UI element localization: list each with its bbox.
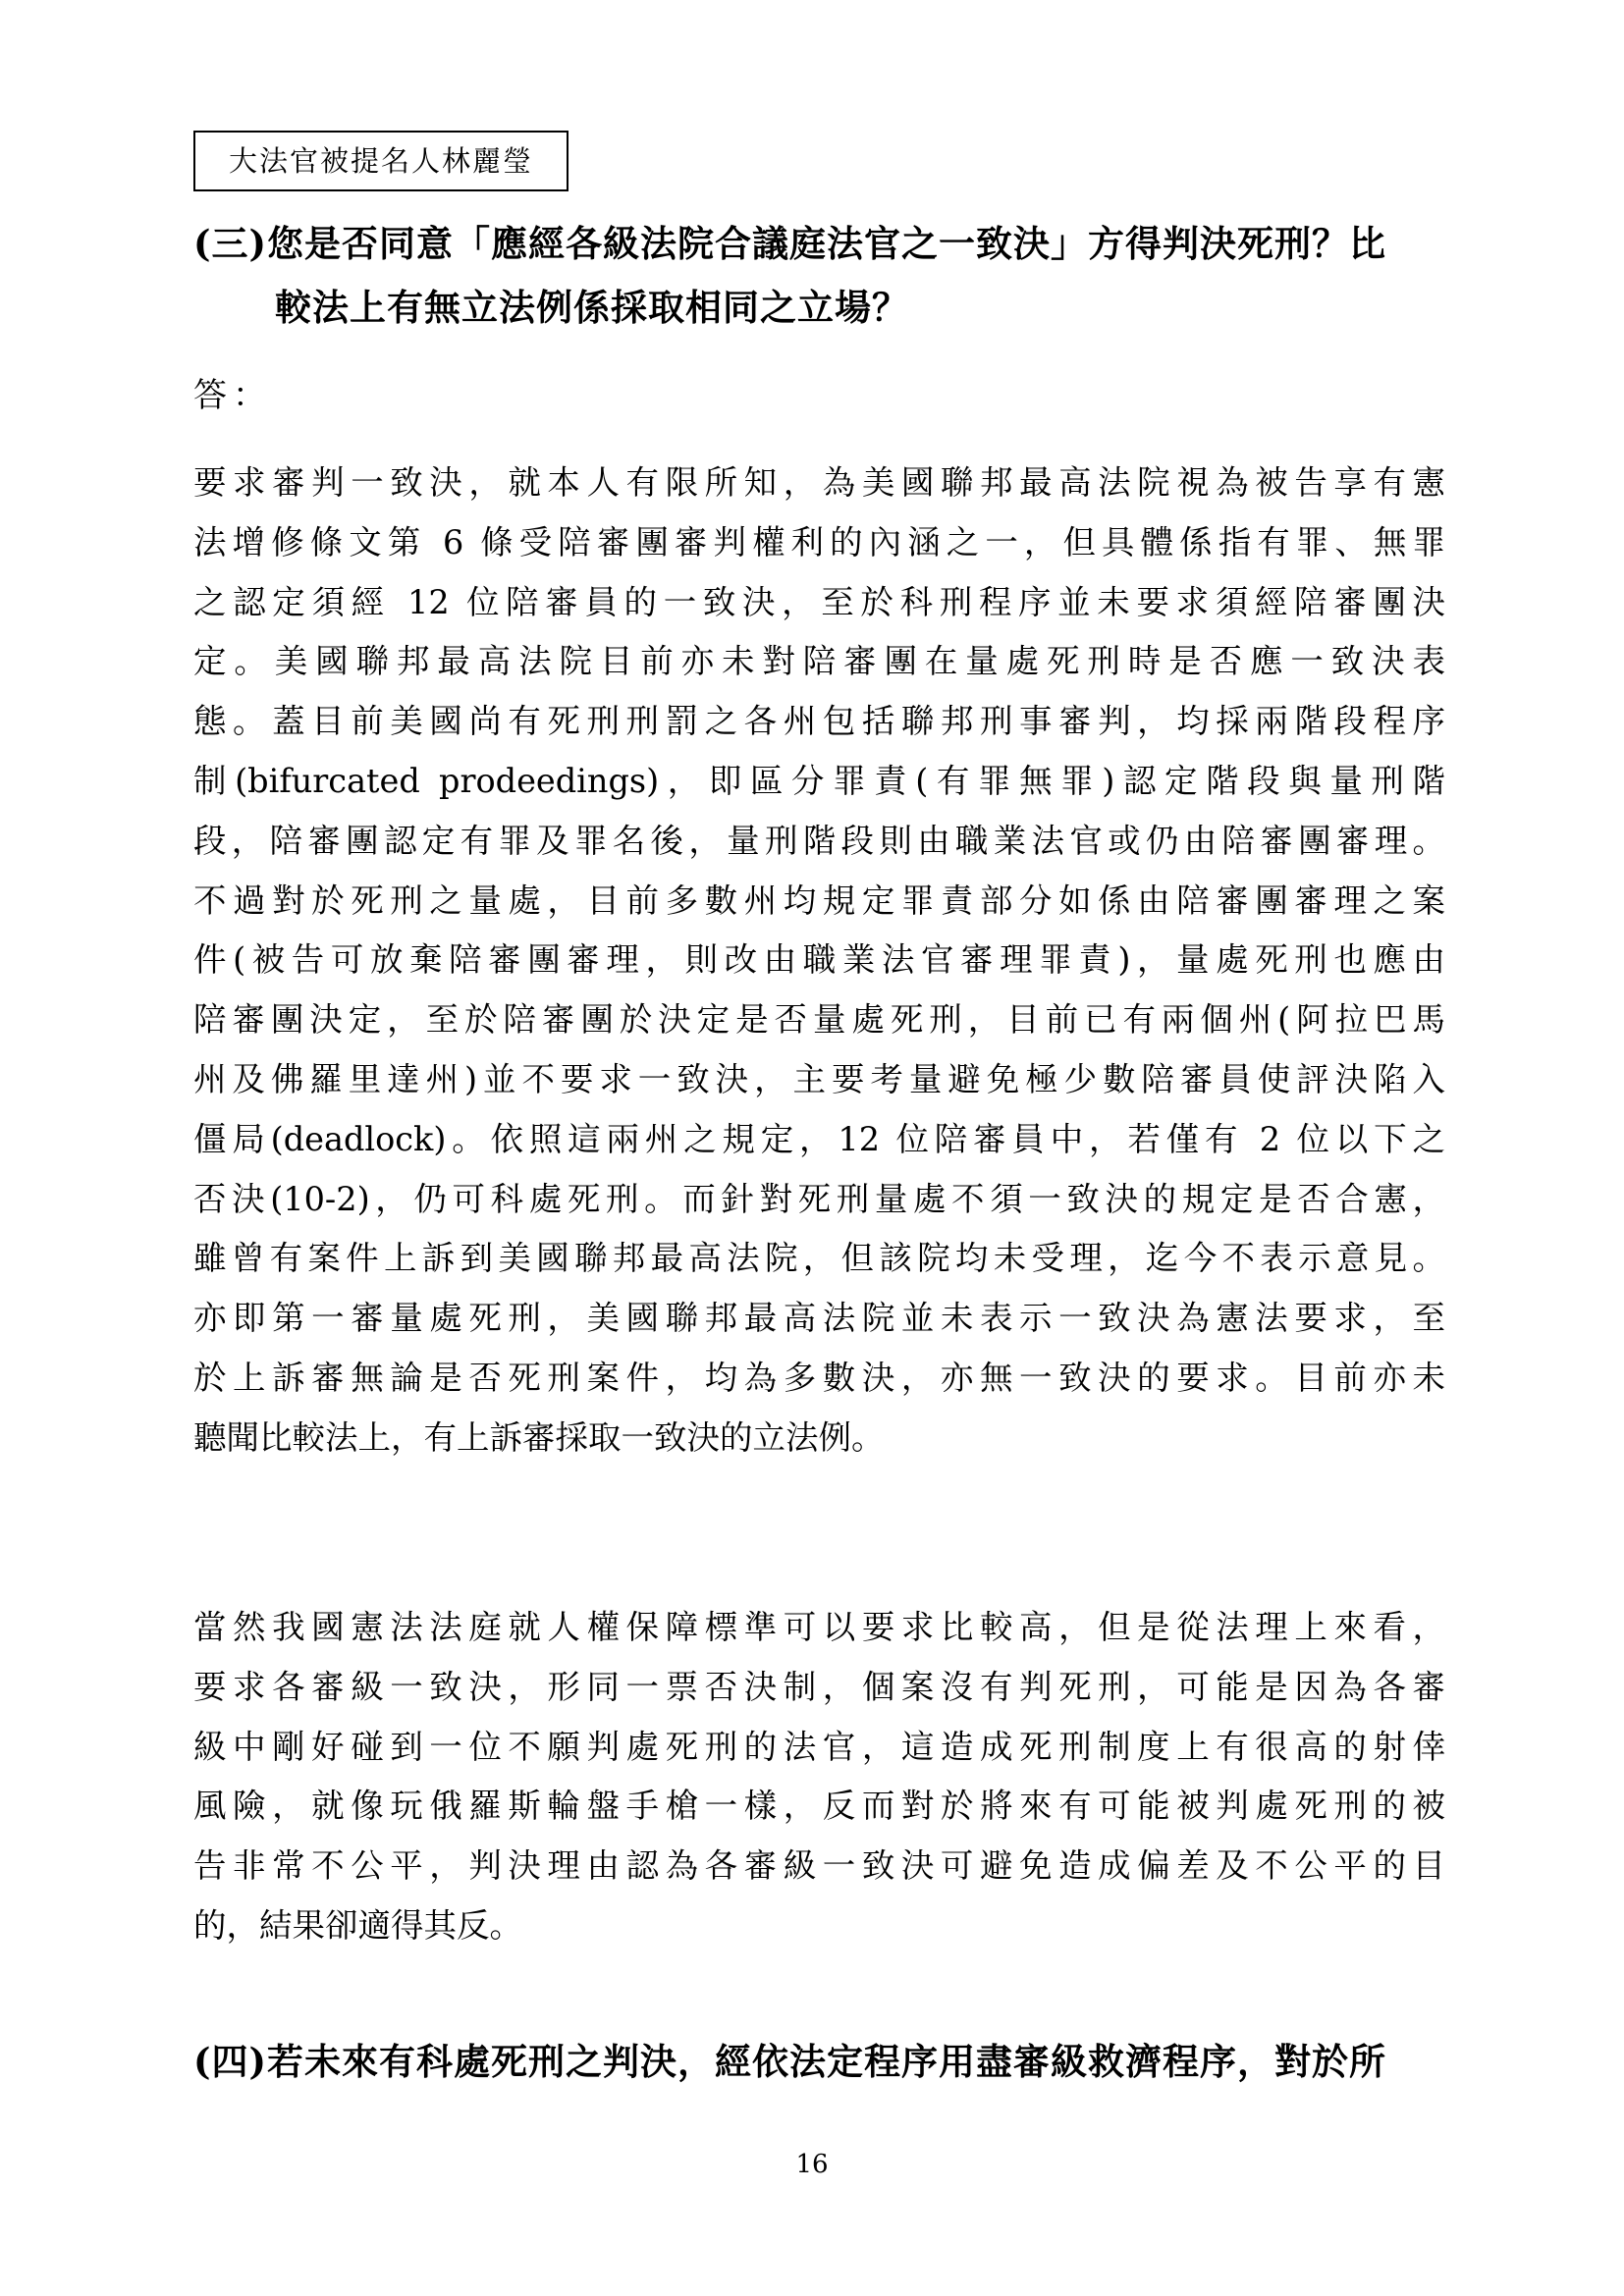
paragraph-line: 當然我國憲法法庭就人權保障標準可以要求比較高，但是從法理上來看， bbox=[193, 1608, 1445, 1646]
paragraph-line: 之認定須經 12 位陪審員的一致決，至於科刑程序並未要求須經陪審團決 bbox=[193, 582, 1445, 621]
paragraph-line: 僵局(deadlock)。依照這兩州之規定，12 位陪審員中，若僅有 2 位以下之 bbox=[193, 1119, 1446, 1158]
paragraph-line: 不過對於死刑之量處，目前多數州均規定罪責部分如係由陪審團審理之案 bbox=[193, 881, 1445, 920]
paragraph-line: 級中剛好碰到一位不願判處死刑的法官，這造成死刑制度上有很高的射倖 bbox=[193, 1727, 1445, 1766]
paragraph-line: 的，結果卻適得其反。 bbox=[193, 1905, 522, 1945]
paragraph-line: 州及佛羅里達州)並不要求一致決，主要考量避免極少數陪審員使評決陷入 bbox=[193, 1059, 1445, 1098]
paragraph-line: 定。美國聯邦最高法院目前亦未對陪審團在量處死刑時是否應一致決表 bbox=[193, 642, 1445, 681]
paragraph-line: 態。蓋目前美國尚有死刑刑罰之各州包括聯邦刑事審判，均採兩階段程序 bbox=[193, 702, 1445, 741]
paragraph-line: 告非常不公平，判決理由認為各審級一致決可避免造成偏差及不公平的目 bbox=[193, 1846, 1445, 1886]
answer-paragraph-2 bbox=[193, 1598, 1445, 1956]
paragraph-line: 要求各審級一致決，形同一票否決制，個案沒有判死刑，可能是因為各審 bbox=[193, 1667, 1445, 1706]
nominee-tag: 大法官被提名人林麗瑩 bbox=[193, 131, 568, 191]
paragraph-line: 段，陪審團認定有罪及罪名後，量刑階段則由職業法官或仍由陪審團審理。 bbox=[193, 821, 1445, 860]
question-3-heading-line-1: (三)您是否同意「應經各級法院合議庭法官之一致決」方得判決死刑？比 bbox=[193, 222, 1387, 265]
question-4-heading-line-1: (四)若未來有科處死刑之判決，經依法定程序用盡審級救濟程序，對於所 bbox=[193, 2040, 1387, 2083]
paragraph-line: 風險，就像玩俄羅斯輪盤手槍一樣，反而對於將來有可能被判處死刑的被 bbox=[193, 1787, 1445, 1826]
page-number: 16 bbox=[795, 2150, 829, 2179]
paragraph-line: 制(bifurcated prodeedings)，即區分罪責(有罪無罪)認定階段與量刑階 bbox=[193, 761, 1445, 800]
paragraph-line: 法增修條文第 6 條受陪審團審判權利的內涵之一，但具體係指有罪、無罪 bbox=[193, 522, 1445, 561]
paragraph-line: 雖曾有案件上訴到美國聯邦最高法院，但該院均未受理，迄今不表示意見。 bbox=[193, 1239, 1445, 1278]
answer-paragraph-1 bbox=[193, 454, 1445, 1468]
paragraph-line: 亦即第一審量處死刑，美國聯邦最高法院並未表示一致決為憲法要求，至 bbox=[193, 1299, 1445, 1338]
paragraph-line: 件(被告可放棄陪審團審理，則改由職業法官審理罪責)，量處死刑也應由 bbox=[193, 940, 1445, 980]
paragraph-line: 否決(10-2)，仍可科處死刑。而針對死刑量處不須一致決的規定是否合憲， bbox=[193, 1179, 1445, 1218]
question-3-heading-line-2: 較法上有無立法例係採取相同之立場？ bbox=[275, 286, 909, 329]
paragraph-line: 於上訴審無論是否死刑案件，均為多數決，亦無一致決的要求。目前亦未 bbox=[193, 1358, 1445, 1397]
paragraph-line: 聽聞比較法上，有上訴審採取一致決的立法例。 bbox=[193, 1417, 885, 1457]
paragraph-line: 陪審團決定，至於陪審團於決定是否量處死刑，目前已有兩個州(阿拉巴馬 bbox=[193, 1000, 1445, 1040]
paragraph-line: 要求審判一致決，就本人有限所知，為美國聯邦最高法院視為被告享有憲 bbox=[193, 463, 1445, 502]
answer-label: 答： bbox=[193, 376, 272, 415]
